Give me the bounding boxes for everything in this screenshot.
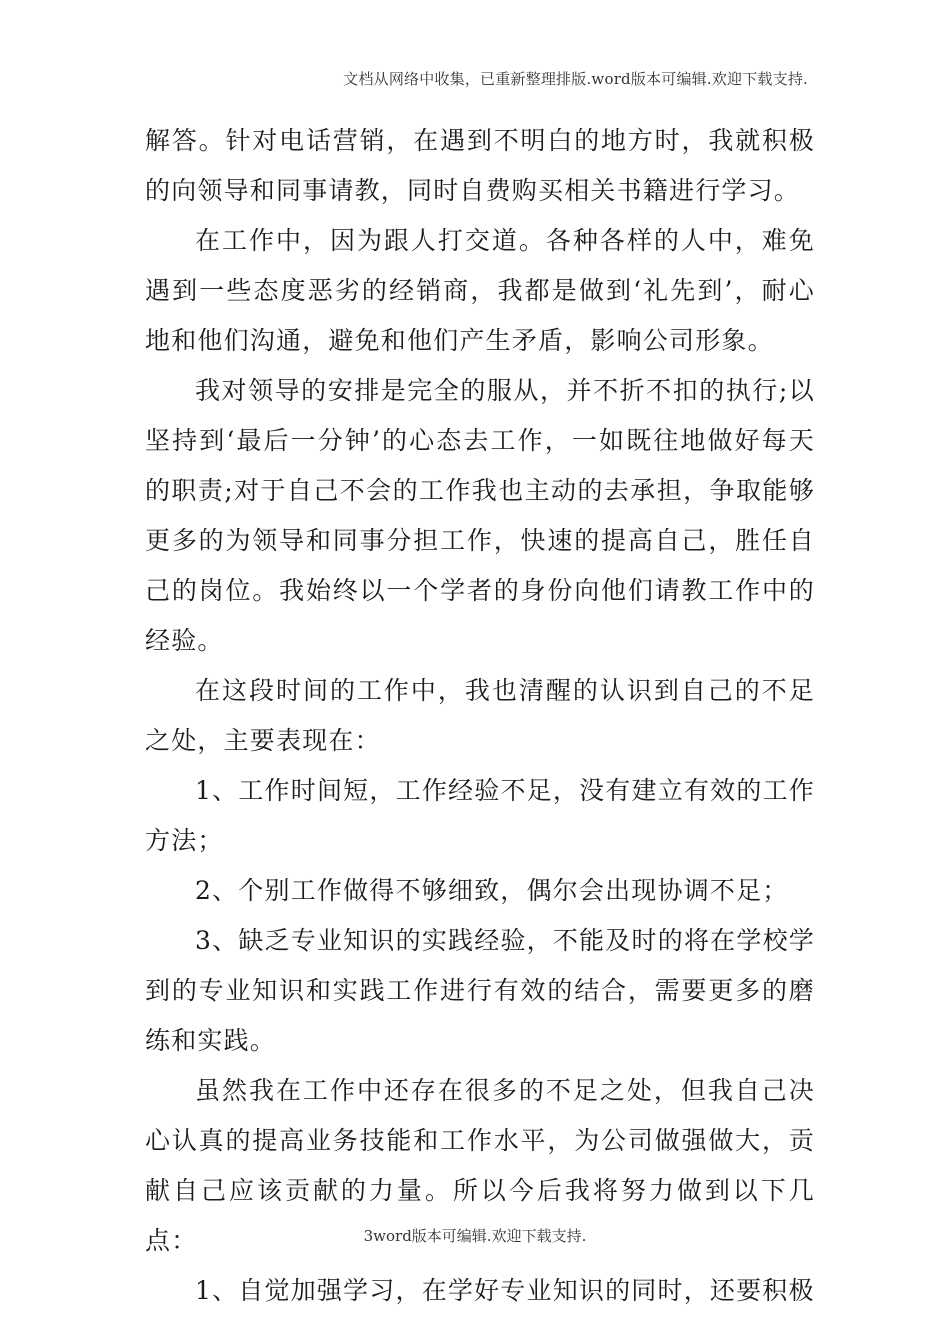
list-item-3: 3、缺乏专业知识的实践经验，不能及时的将在学校学到的专业知识和实践工作进行有效的结合，需要更多的磨练和实践。	[145, 926, 815, 1055]
paragraph-4: 在这段时间的工作中，我也清醒的认识到自己的不足之处，主要表现在：	[145, 676, 815, 755]
paragraph-2: 在工作中，因为跟人打交道。各种各样的人中，难免遇到一些态度恶劣的经销商，我都是做到‘礼先到’，耐心地和他们沟通，避免和他们产生矛盾，影响公司形象。	[145, 226, 815, 355]
page-header: 文档从网络中收集，已重新整理排版.word版本可编辑.欢迎下载支持.	[343, 70, 808, 88]
paragraph-1: 解答。针对电话营销，在遇到不明白的地方时，我就积极的向领导和同事请教，同时自费购买相关书籍进行学习。	[145, 126, 815, 205]
page-footer: 3word版本可编辑.欢迎下载支持.	[363, 1227, 587, 1245]
list-item-1: 1、工作时间短，工作经验不足，没有建立有效的工作方法；	[145, 776, 815, 855]
paragraph-5: 虽然我在工作中还存在很多的不足之处，但我自己决心认真的提高业务技能和工作水平，为公司做强做大，贡献自己应该贡献的力量。所以今后我将努力做到以下几点：	[145, 1076, 815, 1255]
document-body	[145, 116, 815, 1316]
plan-item-1: 1、自觉加强学习，在学好专业知识的同时，还要积极	[195, 1276, 815, 1305]
paragraph-3: 我对领导的安排是完全的服从，并不折不扣的执行;以坚持到‘最后一分钟’的心态去工作，一如既往地做好每天的职责;对于自己不会的工作我也主动的去承担，争取能够更多的为领导和同事分担工作，快速的提高自己，胜任自己的岗位。我始终以一个学者的身份向他们请教工作中的经验。	[145, 376, 815, 655]
list-item-2: 2、个别工作做得不够细致，偶尔会出现协调不足；	[195, 876, 789, 905]
